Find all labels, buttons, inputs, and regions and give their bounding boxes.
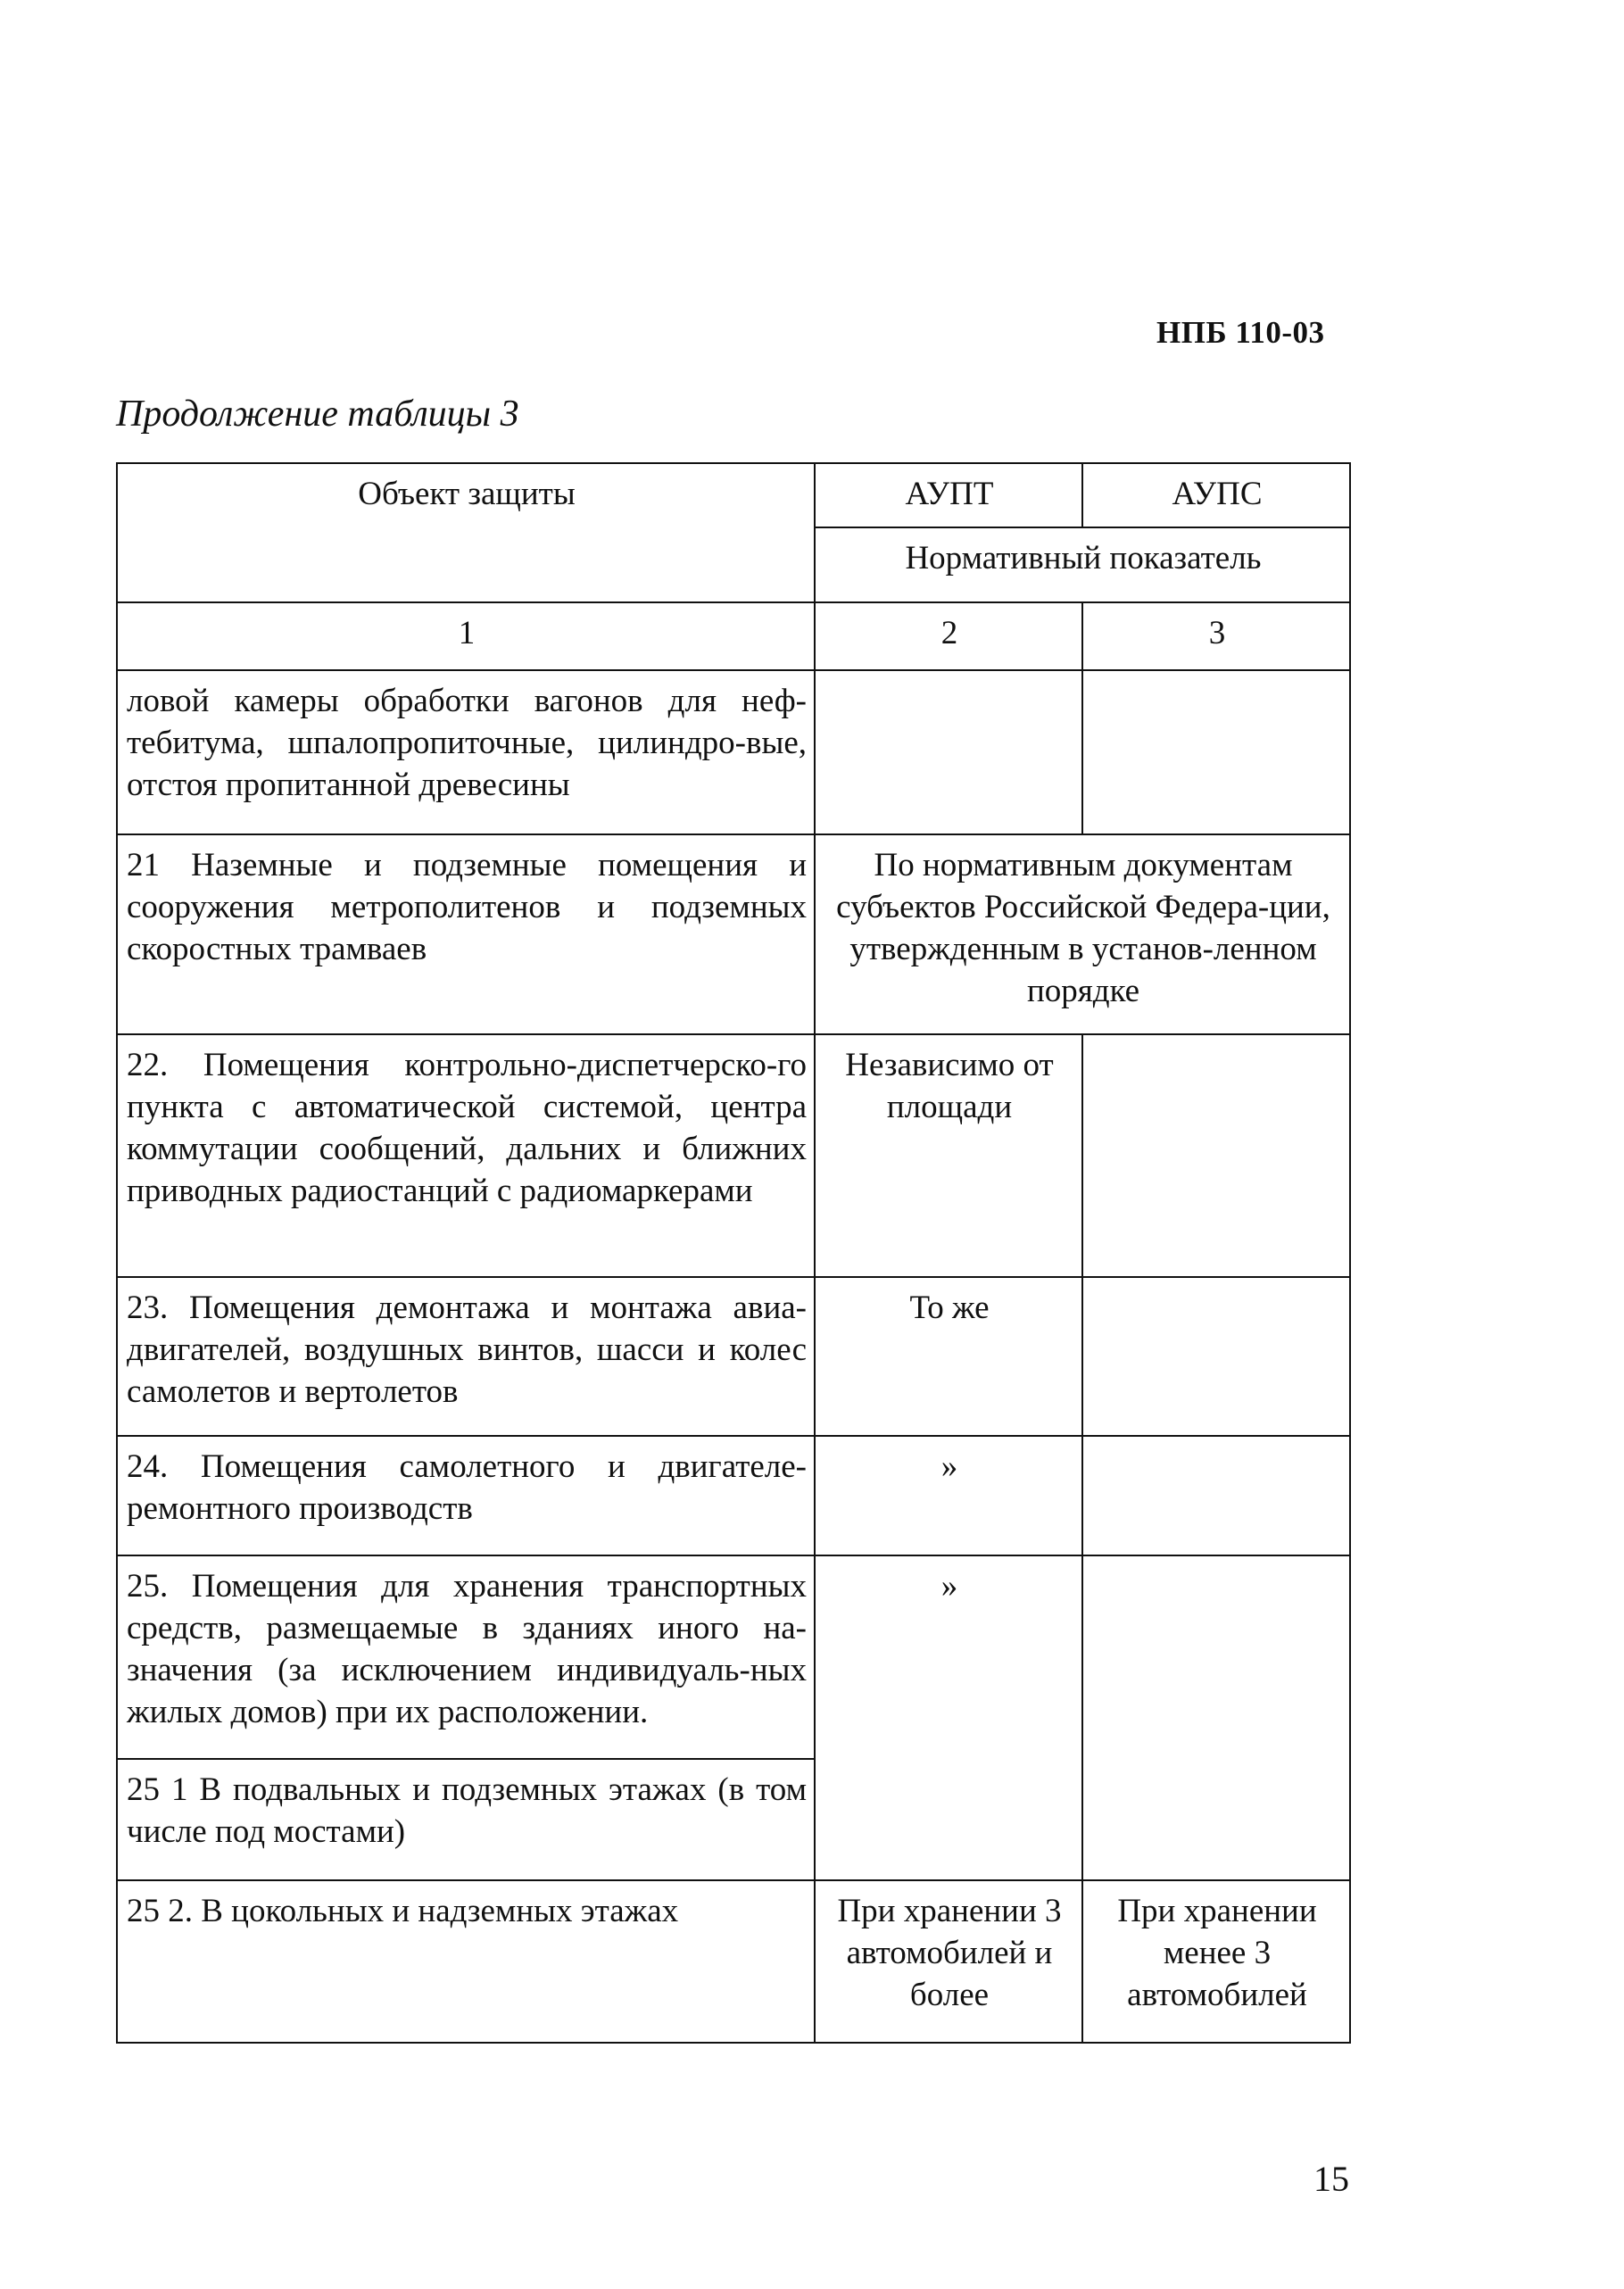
column-number-3: 3 xyxy=(1082,602,1350,670)
table-row xyxy=(117,1555,1350,1759)
table-caption: Продолжение таблицы 3 xyxy=(116,394,519,435)
table-row xyxy=(117,1880,1350,2043)
header-aups: АУПС xyxy=(1082,463,1350,527)
header-norm: Нормативный показатель xyxy=(815,527,1350,602)
row-aups-value xyxy=(1082,670,1350,834)
row-aupt-value: То же xyxy=(815,1277,1082,1436)
header-object: Объект защиты xyxy=(117,463,815,602)
table-row xyxy=(117,834,1350,1034)
page-number: 15 xyxy=(1313,2159,1349,2199)
row-object-text: 25. Помещения для хранения транспортных средств, размещаемые в зданиях иного на-значения (за исключением индивидуаль-ных жилых домов) при их расположении. xyxy=(117,1555,815,1759)
row-object-text: 25 2. В цокольных и надземных этажах xyxy=(117,1880,815,2043)
row-aups-value xyxy=(1082,1034,1350,1277)
document-code: НПБ 110-03 xyxy=(1156,315,1325,350)
row-aupt-value xyxy=(815,670,1082,834)
table-row xyxy=(117,670,1350,834)
row-aups-value xyxy=(1082,1555,1350,1880)
row-aupt-value: » xyxy=(815,1436,1082,1555)
norm-table xyxy=(116,462,1351,2044)
row-merged-value: По нормативным документам субъектов Российской Федера-ции, утвержденным в установ-ленном порядке xyxy=(815,834,1350,1034)
row-aupt-value: При хранении 3 автомобилей и более xyxy=(815,1880,1082,2043)
row-object-text: 22. Помещения контрольно-диспетчерско-го пункта с автоматической системой, центра коммутации сообщений, дальних и ближних приводных радиостанций с радиомаркерами xyxy=(117,1034,815,1277)
row-aups-value xyxy=(1082,1436,1350,1555)
row-object-text: 21 Наземные и подземные помещения и сооружения метрополитенов и подземных скоростных трамваев xyxy=(117,834,815,1034)
row-object-text: ловой камеры обработки вагонов для неф-тебитума, шпалопропиточные, цилиндро-вые, отстоя пропитанной древесины xyxy=(117,670,815,834)
table-row xyxy=(117,1277,1350,1436)
table-row xyxy=(117,1436,1350,1555)
row-aups-value xyxy=(1082,1277,1350,1436)
row-aupt-value: Независимо от площади xyxy=(815,1034,1082,1277)
row-aups-value: При хранении менее 3 автомобилей xyxy=(1082,1880,1350,2043)
header-aupt: АУПТ xyxy=(815,463,1082,527)
row-aupt-value: » xyxy=(815,1555,1082,1880)
row-object-text: 23. Помещения демонтажа и монтажа авиа-двигателей, воздушных винтов, шасси и колес самолетов и вертолетов xyxy=(117,1277,815,1436)
column-number-2: 2 xyxy=(815,602,1082,670)
row-object-text: 25 1 В подвальных и подземных этажах (в том числе под мостами) xyxy=(117,1759,815,1880)
row-object-text: 24. Помещения самолетного и двигателе-ремонтного производств xyxy=(117,1436,815,1555)
column-number-1: 1 xyxy=(117,602,815,670)
table-row xyxy=(117,1034,1350,1277)
